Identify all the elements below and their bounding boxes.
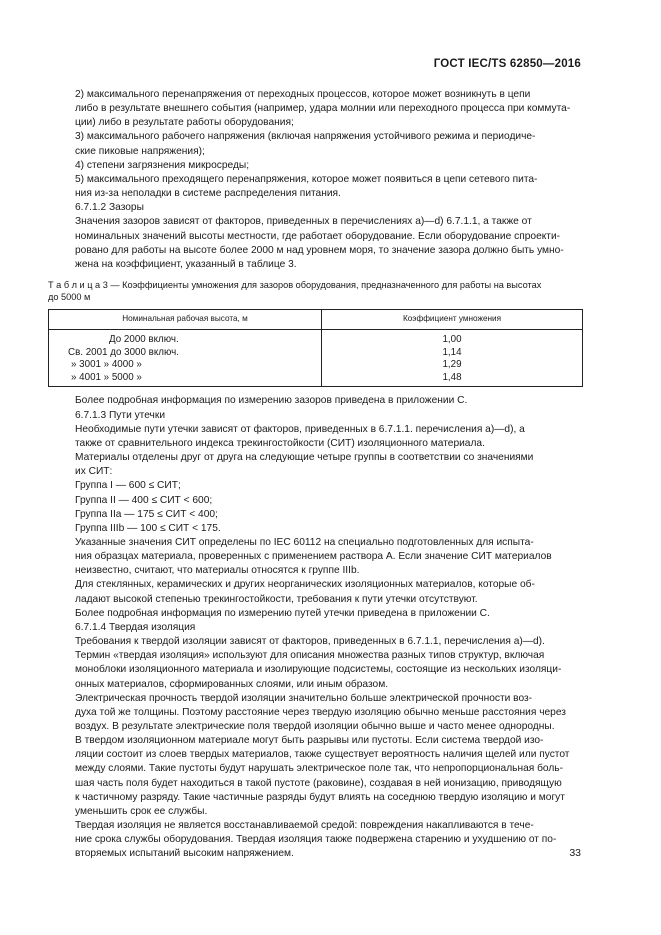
text-line: Для стеклянных, керамических и других неорганических изоляционных материалов, которые об- xyxy=(75,579,535,591)
text-line: Группа I — 600 ≤ СИТ; xyxy=(75,480,181,492)
text-line: Группа IIIb — 100 ≤ СИТ < 175. xyxy=(75,522,221,534)
page-number: 33 xyxy=(569,847,581,859)
text-line: Указанные значения СИТ определены по IEC 60112 на специально подготовленных для испыта- xyxy=(75,536,534,548)
paragraph xyxy=(75,508,583,522)
table-caption-line: до 5000 м xyxy=(48,292,91,303)
text-line: Электрическая прочность твердой изоляции значительно больше электрической прочности воз- xyxy=(75,692,533,704)
text-line: либо в результате внешнего события (например, удара молнии или переходного процесса при коммута- xyxy=(75,103,571,115)
text-line: Группа II — 400 ≤ СИТ < 600; xyxy=(75,494,213,506)
coefficient-value: 1,29 xyxy=(442,359,462,371)
text-line: ции) либо в результате работы оборудования; xyxy=(75,117,294,129)
paragraph xyxy=(75,201,583,215)
text-line: онных материалов, сформированных слоями, или иным образом. xyxy=(75,678,389,690)
text-line: Более подробная информация по измерению зазоров приведена в приложении С. xyxy=(75,395,468,407)
text-line: Группа IIa — 175 ≤ СИТ < 400; xyxy=(75,508,218,520)
document-header: ГОСТ IEC/TS 62850—2016 xyxy=(433,58,581,70)
paragraph xyxy=(75,173,583,201)
text-line: жена на коэффициент, указанный в таблице 3. xyxy=(75,258,297,270)
text-line: Более подробная информация по измерению путей утечки приведена в приложении С. xyxy=(75,607,490,619)
text-line: ровано для работы на высоте более 2000 м над уровнем моря, то значение зазора должно быть умно- xyxy=(75,244,564,256)
coefficient-cell xyxy=(322,330,583,387)
text-line: Твердая изоляция не является восстанавливаемой средой: повреждения накапливаются в тече- xyxy=(75,820,534,832)
text-line: Термин «твердая изоляция» используют для описания множества разных типов структур, включая xyxy=(75,650,545,662)
text-line: ние срока службы оборудования. Твердая изоляция также подвержена старению и ухудшению от по- xyxy=(75,834,557,846)
altitude-coefficient-table xyxy=(48,309,583,387)
text-line: В твердом изоляционном материале могут быть разрывы или пустоты. Если система твердой изо- xyxy=(75,735,544,747)
table-header-coefficient: Коэффициент умножения xyxy=(322,310,583,330)
text-line: к частичному разряду. Такие частичные разряды будут влиять на соседнюю твердую изоляцию и могут xyxy=(75,791,565,803)
text-line: 2) максимального перенапряжения от переходных процессов, которое может возникнуть в цепи xyxy=(75,89,531,100)
paragraph xyxy=(75,423,583,451)
paragraphs-top xyxy=(75,88,583,272)
text-line: 6.7.1.4 Твердая изоляция xyxy=(75,621,196,633)
text-line: ладают высокой степенью трекингостойкости, требования к пути утечки отсутствуют. xyxy=(75,593,478,605)
text-line: ния образцах материала, проверенных с применением раствора А. Если значение СИТ материалов xyxy=(75,551,552,563)
text-line: между слоями. Такие пустоты будут нарушать электрическое поле так, что непропорциональная боль- xyxy=(75,763,564,775)
text-line: ляции состоит из слоев твердых материалов, также существует вероятность наличия щелей или пустот xyxy=(75,749,570,761)
text-line: Значения зазоров зависят от факторов, приведенных в перечислениях а)—d) 6.7.1.1, а также от xyxy=(75,216,532,228)
text-line: также от сравнительного индекса трекингостойкости (СИТ) изоляционного материала. xyxy=(75,437,485,449)
text-line: 6.7.1.2 Зазоры xyxy=(75,202,144,214)
paragraph xyxy=(75,494,583,508)
coefficient-value: 1,14 xyxy=(442,346,462,358)
paragraph xyxy=(75,451,583,479)
paragraph xyxy=(75,649,583,691)
text-line: моноблоки изоляционного материала и изолирующие подсистемы, состоящие из нескольких изоляци- xyxy=(75,664,562,676)
text-line: Требования к твердой изоляции зависят от факторов, приведенных в 6.7.1.1, перечисления а)—d). xyxy=(75,636,545,648)
paragraph xyxy=(75,578,583,606)
text-line: шая часть поля будет находиться в такой пустоте (раковине), создавая в ней ионизацию, приводящую xyxy=(75,777,562,789)
paragraph xyxy=(75,409,583,423)
text-line: 6.7.1.3 Пути утечки xyxy=(75,409,166,421)
text-line: 3) максимального рабочего напряжения (включая напряжения устойчивого режима и периодиче- xyxy=(75,131,536,143)
text-line: уменьшить срок ее службы. xyxy=(75,805,208,817)
altitude-value: До 2000 включ. xyxy=(109,334,179,346)
table-header-altitude: Номинальная рабочая высота, м xyxy=(49,310,322,330)
text-line: номинальных значений высоты местности, где работает оборудование. Если оборудование спроекти- xyxy=(75,230,561,242)
altitude-value: » 3001 » 4000 » xyxy=(71,359,142,371)
text-line: воздух. В результате электрические поля твердой изоляции обычно выше и часто менее однородны. xyxy=(75,721,555,732)
coefficient-value: 1,00 xyxy=(442,334,462,346)
text-line: неизвестно, считают, что материалы относятся к группе IIIb. xyxy=(75,565,360,577)
text-line: их СИТ: xyxy=(75,466,113,478)
table-row xyxy=(49,330,583,387)
paragraph xyxy=(75,734,583,819)
text-line: вторяемых испытаний высоким напряжением. xyxy=(75,848,294,860)
paragraph xyxy=(75,522,583,536)
paragraph xyxy=(75,819,583,861)
altitude-value: » 4001 » 5000 » xyxy=(71,371,142,383)
paragraph xyxy=(75,621,583,635)
paragraph xyxy=(75,635,583,649)
paragraph xyxy=(75,159,583,173)
document-body xyxy=(48,88,583,862)
text-line: духа той же толщины. Поэтому расстояние через твердую изоляцию обычно меньше расстояния через xyxy=(75,706,566,718)
text-line: Материалы отделены друг от друга на следующие четыре группы в соответствии со значениями xyxy=(75,452,534,464)
paragraph xyxy=(75,88,583,130)
text-line: ния из-за неполадки в системе распределения питания. xyxy=(75,188,341,200)
paragraph xyxy=(75,394,583,408)
text-line: 5) максимального преходящего перенапряжения, которое может появиться в цепи сетевого пита- xyxy=(75,173,538,185)
table-caption-line: Т а б л и ц а 3 — Коэффициенты умножения для зазоров оборудования, предназначенного для работы на высотах xyxy=(48,280,542,291)
paragraph xyxy=(75,479,583,493)
altitude-value: Св. 2001 до 3000 включ. xyxy=(68,346,179,358)
table-caption xyxy=(48,279,583,303)
paragraphs-bottom xyxy=(75,394,583,861)
paragraph xyxy=(75,536,583,578)
text-line: 4) степени загрязнения микросреды; xyxy=(75,159,250,171)
paragraph xyxy=(75,215,583,272)
altitude-cell xyxy=(49,330,322,387)
coefficient-value: 1,48 xyxy=(442,371,462,383)
paragraph xyxy=(75,607,583,621)
paragraph xyxy=(75,692,583,734)
text-line: Необходимые пути утечки зависят от факторов, приведенных в 6.7.1.1. перечисления а)—d), а xyxy=(75,423,525,435)
paragraph xyxy=(75,130,583,158)
text-line: ские пиковые напряжения); xyxy=(75,145,205,157)
